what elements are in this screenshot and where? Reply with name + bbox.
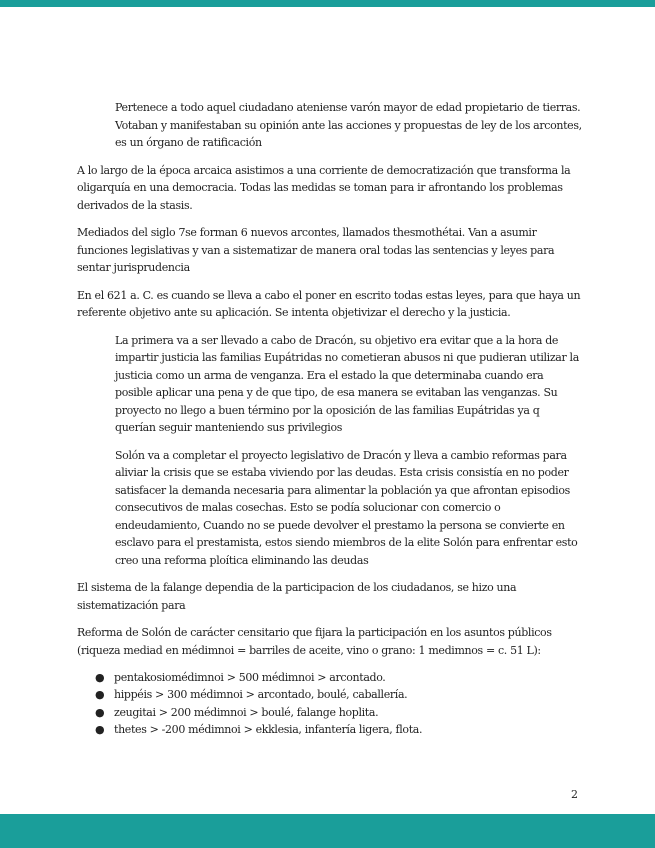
census-class-list [77, 669, 581, 738]
paragraph-dracon: La primera va a ser llevado a cabo de Dracón, su objetivo era evitar que a la hora de impartir justicia las familias Eupátridas no cometieran abusos ni que pudieran utilizar la justicia como un arma de venganza. Era el estado la que determinaba cuando era posible aplicar una pena y de que tipo, de esa manera se evitaban las venganzas. Su proyecto no llego a buen término por la oposición de las familias Eupátridas ya q querían seguir manteniendo sus privilegios [115, 333, 579, 434]
paragraph-democratization: A lo largo de la época arcaica asistimos a una corriente de democratización que transforma la oligarquía en una democracia. Todas las medidas se toman para ir afrontando los problemas derivados de la stasis. [77, 163, 571, 212]
bullet-icon: ● [95, 688, 105, 702]
list-item: ● zeugitai > 200 médimnoi > boulé, falange hoplita. [77, 704, 581, 721]
list-item: ● thetes > -200 médimnoi > ekklesia, infantería ligera, flota. [77, 721, 581, 738]
list-item: ● hippéis > 300 médimnoi > arcontado, boulé, caballería. [77, 686, 581, 703]
bottom-accent-bar [0, 814, 655, 848]
paragraph-thesmothetai: Mediados del siglo 7se forman 6 nuevos arcontes, llamados thesmothétai. Van a asumir funciones legislativas y van a sistematizar de manera oral todas las sentencias y leyes para sentar jurisprudencia [77, 226, 555, 274]
bullet-icon: ● [95, 705, 105, 719]
top-accent-bar [0, 0, 655, 7]
paragraph-ekklesia: Pertenece a todo aquel ciudadano ateniense varón mayor de edad propietario de tierras. Votaban y manifestaban su opinión ante las acciones y propuestas de ley de los arcontes, es un órgano de ratificación [115, 101, 582, 149]
page-number: 2 [571, 788, 578, 801]
list-item: ● pentakosiomédimnoi > 500 médimnoi > arcontado. [77, 669, 581, 686]
document-body [77, 99, 581, 738]
bullet-icon: ● [95, 671, 105, 684]
bullet-icon: ● [95, 722, 105, 736]
paragraph-written-laws: En el 621 a. C. es cuando se lleva a cabo el poner en escrito todas estas leyes, para que haya un referente objetivo ante su aplicación. Se intenta objetivizar el derecho y la justicia. [77, 288, 581, 319]
paragraph-solon: Solón va a completar el proyecto legislativo de Dracón y lleva a cambio reformas para aliviar la crisis que se estaba viviendo por las deudas. Esta crisis consistía en no poder satisfacer la demanda necesaria para alimentar la población ya que afrontan episodios consecutivos de malas cosechas. Esto se podía solucionar con comercio o endeudamiento, Cuando no se puede devolver el prestamo la persona se convierte en esclavo para el prestamista, estos siendo miembros de la elite Solón para enfrentar esto creo una reforma ploítica eliminando las deudas [115, 448, 578, 567]
paragraph-census-reform: Reforma de Solón de carácter censitario que fijara la participación en los asuntos públicos (riqueza mediad en médimnoi = barriles de aceite, vino o grano: 1 medimnos = c. 51 L): [77, 626, 552, 657]
paragraph-phalanx: El sistema de la falange dependia de la participacion de los ciudadanos, se hizo una sistematización para [77, 581, 517, 612]
